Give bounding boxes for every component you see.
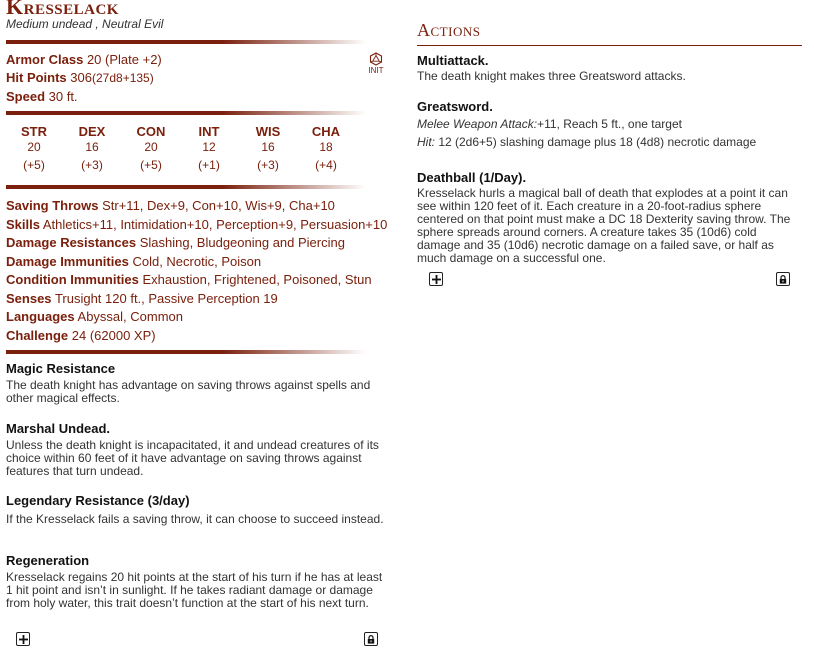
property-value: Trusight 120 ft., Passive Perception 19 xyxy=(54,291,278,306)
ability-modifier[interactable]: (+5) xyxy=(140,158,162,172)
ability-score: 20 xyxy=(27,140,41,154)
languages xyxy=(6,309,183,325)
lock-traits-button[interactable] xyxy=(364,632,378,646)
speed xyxy=(6,89,78,105)
armor-class-detail: (Plate +2) xyxy=(105,52,162,67)
hit-points-detail: (27d8+135) xyxy=(92,71,154,85)
ability-name: WIS xyxy=(255,124,281,139)
armor-class xyxy=(6,52,162,68)
ability-dex xyxy=(72,124,112,174)
property-label: Condition Immunities xyxy=(6,272,139,287)
speed-label: Speed xyxy=(6,89,46,104)
actions-title: Actions xyxy=(417,20,481,40)
ability-score: 16 xyxy=(85,140,99,154)
hit-points-label: Hit Points xyxy=(6,70,67,85)
skills xyxy=(6,217,387,233)
ability-con xyxy=(131,124,171,174)
property-label: Saving Throws xyxy=(6,198,99,213)
init-label: INIT xyxy=(368,66,384,75)
ability-cha xyxy=(306,124,346,174)
hit-detail[interactable]: 12 (2d6+5) slashing damage plus 18 (4d8) necrotic damage xyxy=(435,135,757,149)
divider xyxy=(6,185,366,189)
armor-class-value: 20 xyxy=(86,52,102,67)
damage-immunities xyxy=(6,254,261,270)
property-value: Exhaustion, Frightened, Poisoned, Stun xyxy=(142,272,372,287)
property-label: Languages xyxy=(6,309,75,324)
action-multiattack xyxy=(417,53,803,83)
trait-marshal-undead xyxy=(6,421,388,478)
ability-modifier[interactable]: (+5) xyxy=(23,158,45,172)
property-label: Skills xyxy=(6,217,40,232)
ability-wis xyxy=(248,124,288,174)
trait-name: Regeneration xyxy=(6,553,90,568)
divider xyxy=(6,40,366,44)
ability-name: CHA xyxy=(311,124,341,139)
add-trait-button[interactable] xyxy=(16,632,30,646)
saving-throws xyxy=(6,198,335,214)
ability-score: 16 xyxy=(261,140,275,154)
speed-value: 30 ft. xyxy=(48,89,78,104)
armor-class-label: Armor Class xyxy=(6,52,84,67)
senses xyxy=(6,291,278,307)
damage-resistances xyxy=(6,235,345,251)
trait-text: Unless the death knight is incapacitated, it and undead creatures of its choice within 60 feet of it have advantage on saving throws against features that turn undead. xyxy=(6,438,379,478)
ability-int xyxy=(189,124,229,174)
property-value: Abyssal, Common xyxy=(77,309,184,324)
action-name: Greatsword. xyxy=(417,99,493,114)
trait-name: Magic Resistance xyxy=(6,361,116,376)
condition-immunities xyxy=(6,272,372,288)
add-action-button[interactable] xyxy=(429,272,443,286)
trait-regeneration xyxy=(6,553,388,610)
property-value: Athletics+11, Intimidation+10, Perception+9, Persuasion+10 xyxy=(42,217,388,232)
ability-modifier[interactable]: (+4) xyxy=(315,158,337,172)
trait-text: The death knight has advantage on saving throws against spells and other magical effects. xyxy=(6,378,371,405)
ability-name: STR xyxy=(21,124,47,139)
ability-name: DEX xyxy=(78,124,106,139)
hit-points xyxy=(6,70,154,86)
trait-name: Marshal Undead. xyxy=(6,421,111,436)
divider xyxy=(417,45,802,46)
initiative-roll-button[interactable] xyxy=(366,52,386,75)
trait-text: If the Kresselack fails a saving throw, it can choose to succeed instead. xyxy=(6,512,384,526)
action-text: The death knight makes three Greatsword attacks. xyxy=(417,69,686,83)
attack-type: Melee Weapon Attack: xyxy=(417,117,538,131)
ability-name: CON xyxy=(136,124,166,139)
divider xyxy=(6,350,366,354)
property-value: Str+11, Dex+9, Con+10, Wis+9, Cha+10 xyxy=(102,198,335,213)
ability-name: INT xyxy=(198,124,220,139)
lock-actions-button[interactable] xyxy=(776,272,790,286)
trait-text: Kresselack regains 20 hit points at the start of his turn if he has at least 1 hit point and isn’t in sunlight. If he takes radiant damage or damage from holy water, this trait doesn’t function at the start of his next turn. xyxy=(6,570,383,610)
trait-name: Legendary Resistance (3/day) xyxy=(6,493,190,508)
property-value: Cold, Necrotic, Poison xyxy=(132,254,262,269)
ability-modifier[interactable]: (+3) xyxy=(257,158,279,172)
property-label: Damage Immunities xyxy=(6,254,129,269)
property-value: 24 (62000 XP) xyxy=(71,328,156,343)
ability-str xyxy=(14,124,54,174)
attack-detail[interactable]: +11, Reach 5 ft., one target xyxy=(537,117,682,131)
challenge xyxy=(6,328,156,344)
d20-dice-icon xyxy=(369,52,383,66)
trait-magic-resistance xyxy=(6,361,388,405)
ability-modifier[interactable]: (+3) xyxy=(81,158,103,172)
action-text: Kresselack hurls a magical ball of death that explodes at a point it can see within 120 feet of it. Each creature in a 20-foot-radius sphere centered on that point must make a DC 18 Dexterity saving throw. The sphere spreads around corners. A creature takes 35 (10d6) cold damage and 35 (10d6) necrotic damage on a failed save, or half as much damage on a successful one. xyxy=(417,186,791,265)
property-value: Slashing, Bludgeoning and Piercing xyxy=(139,235,345,250)
property-label: Senses xyxy=(6,291,52,306)
ability-score: 12 xyxy=(202,140,216,154)
monster-subtitle: Medium undead , Neutral Evil xyxy=(6,17,164,31)
divider xyxy=(6,111,366,115)
ability-score: 18 xyxy=(319,140,333,154)
ability-modifier[interactable]: (+1) xyxy=(198,158,220,172)
property-label: Damage Resistances xyxy=(6,235,137,250)
ability-score: 20 xyxy=(144,140,158,154)
property-label: Challenge xyxy=(6,328,69,343)
attack-line xyxy=(417,115,803,133)
trait-legendary-resistance xyxy=(6,493,388,526)
action-deathball xyxy=(417,170,803,265)
lock-icon xyxy=(367,635,375,644)
action-name: Multiattack. xyxy=(417,53,489,68)
action-name: Deathball (1/Day). xyxy=(417,170,527,185)
plus-icon xyxy=(432,275,441,284)
action-greatsword xyxy=(417,99,803,151)
monster-name: Kresselack xyxy=(6,0,119,19)
hit-label: Hit: xyxy=(417,135,435,149)
hit-points-value: 306 xyxy=(70,70,92,85)
plus-icon xyxy=(19,635,28,644)
lock-icon xyxy=(779,275,787,284)
hit-line xyxy=(417,133,803,151)
